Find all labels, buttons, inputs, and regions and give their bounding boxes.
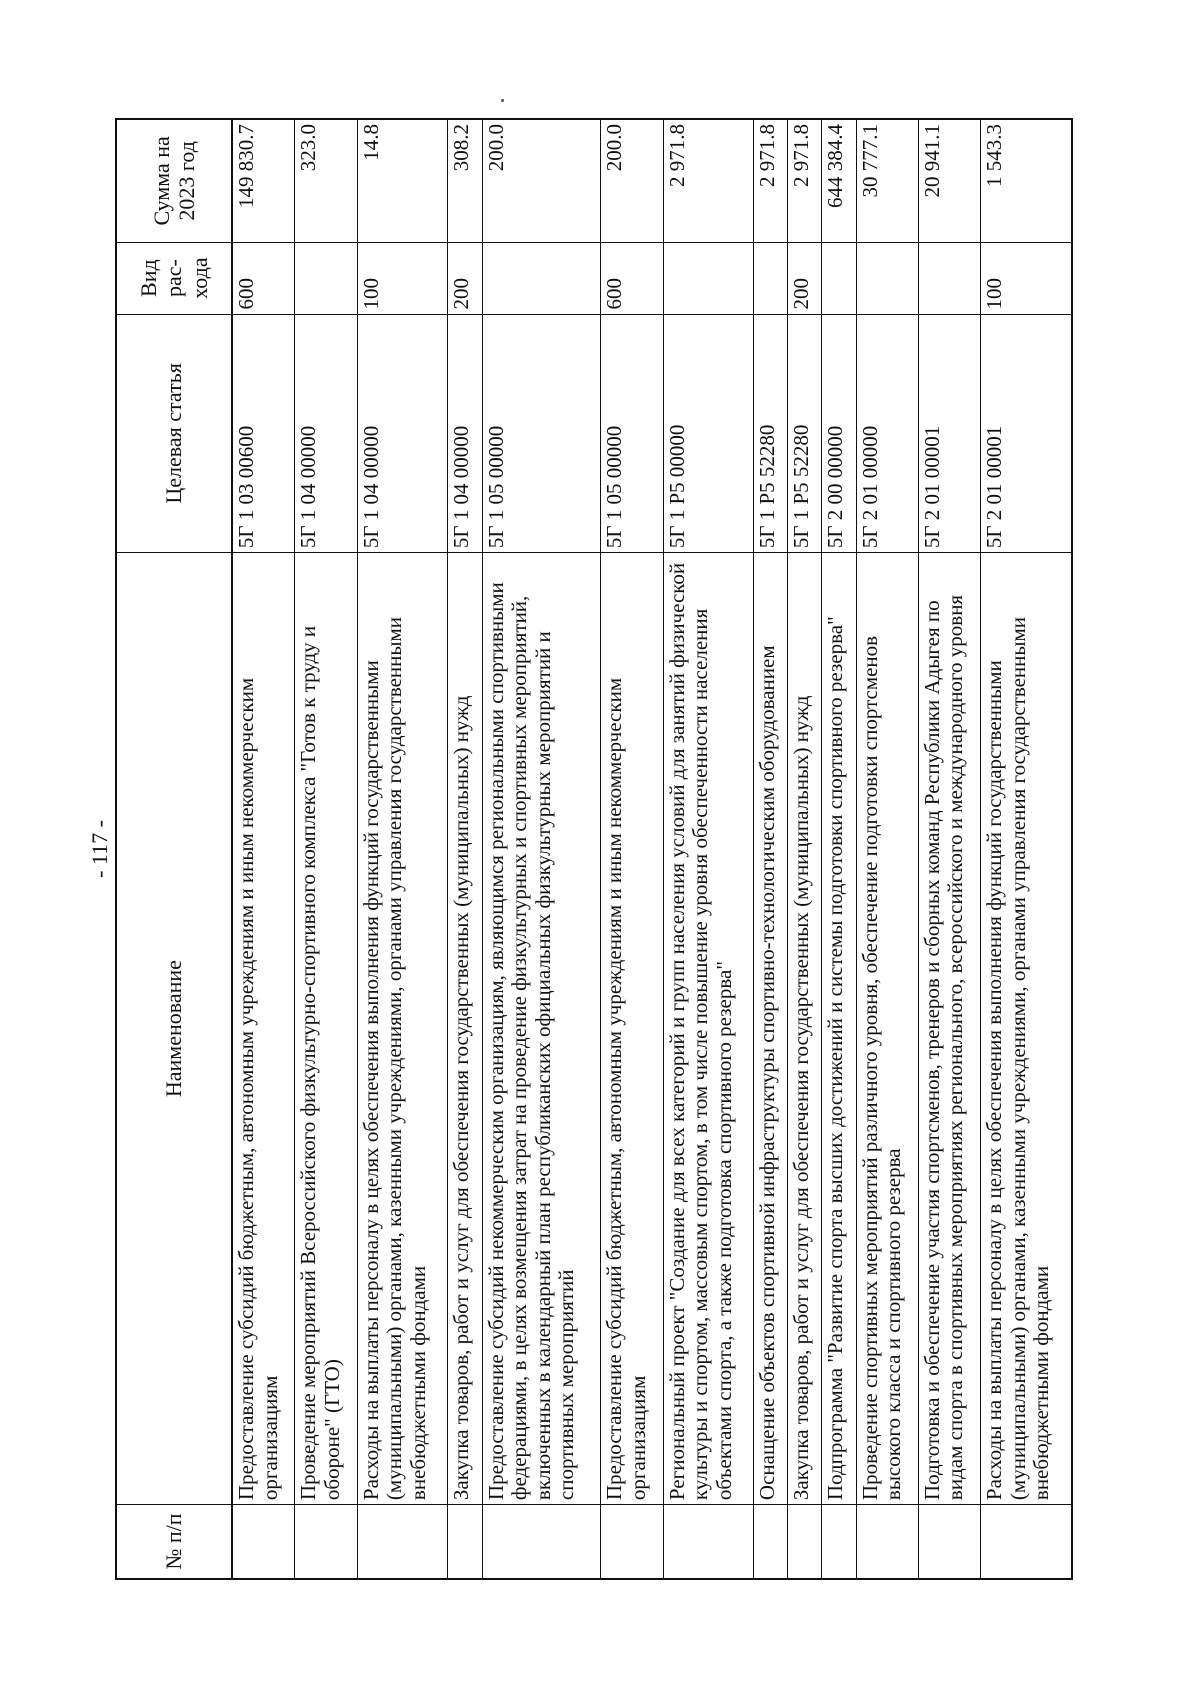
row-sum-cell: 2 971.8 — [663, 119, 754, 242]
header-kind: Вид рас-хода — [116, 242, 232, 314]
scan-artifact-dot — [501, 99, 504, 102]
row-code-cell: 5Г 2 01 00001 — [918, 314, 980, 553]
row-sum-cell: 2 971.8 — [754, 119, 788, 242]
row-num-cell — [663, 1505, 754, 1579]
row-name-cell: Подпрограмма "Развитие спорта высших достижений и системы подготовки спортивного резерва" — [822, 553, 856, 1505]
row-name-cell: Оснащение объектов спортивной инфраструктуры спортивно-технологическим оборудованием — [754, 553, 788, 1505]
row-kind-cell: 100 — [357, 242, 448, 314]
row-sum-cell: 200.0 — [482, 119, 601, 242]
row-kind-cell: 100 — [981, 242, 1072, 314]
table-row — [754, 119, 788, 1579]
row-num-cell — [448, 1505, 482, 1579]
header-num: № п/п — [116, 1505, 232, 1579]
table-row — [601, 119, 663, 1579]
row-kind-cell — [663, 242, 754, 314]
header-code: Целевая статья — [116, 314, 232, 553]
table-rotated-frame — [115, 118, 1073, 1580]
row-code-cell: 5Г 2 00 00000 — [822, 314, 856, 553]
row-num-cell — [601, 1505, 663, 1579]
budget-table — [115, 118, 1073, 1580]
row-kind-cell — [482, 242, 601, 314]
row-code-cell: 5Г 1 05 00000 — [601, 314, 663, 553]
row-num-cell — [295, 1505, 357, 1579]
table-row — [788, 119, 822, 1579]
row-name-cell: Закупка товаров, работ и услуг для обеспечения государственных (муниципальных) нужд — [788, 553, 822, 1505]
row-sum-cell: 1 543.3 — [981, 119, 1072, 242]
row-kind-cell — [856, 242, 918, 314]
row-name-cell: Предоставление субсидий некоммерческим организациям, являющимся региональными спортивными федерациями, в целях возмещения затрат на проведение физкультурных и спортивных мероприятий, включенных в календарный план республиканских официальных физкультурных мероприятий и спортивных мероприятий — [482, 553, 601, 1505]
row-code-cell: 5Г 1 Р5 00000 — [663, 314, 754, 553]
table-row — [295, 119, 357, 1579]
row-num-cell — [357, 1505, 448, 1579]
row-num-cell — [918, 1505, 980, 1579]
row-name-cell: Закупка товаров, работ и услуг для обеспечения государственных (муниципальных) нужд — [448, 553, 482, 1505]
row-num-cell — [788, 1505, 822, 1579]
row-sum-cell: 20 941.1 — [918, 119, 980, 242]
table-row — [448, 119, 482, 1579]
table-row — [663, 119, 754, 1579]
row-kind-cell — [822, 242, 856, 314]
row-code-cell: 5Г 2 01 00000 — [856, 314, 918, 553]
row-sum-cell: 14.8 — [357, 119, 448, 242]
row-num-cell — [754, 1505, 788, 1579]
table-row — [856, 119, 918, 1579]
row-sum-cell: 644 384.4 — [822, 119, 856, 242]
row-name-cell: Проведение мероприятий Всероссийского физкультурно-спортивного комплекса "Готов к труду и обороне" (ГТО) — [295, 553, 357, 1505]
table-row — [482, 119, 601, 1579]
row-num-cell — [856, 1505, 918, 1579]
row-num-cell — [822, 1505, 856, 1579]
row-code-cell: 5Г 1 04 00000 — [295, 314, 357, 553]
table-header-row — [116, 119, 232, 1579]
header-sum: Сумма на 2023 год — [116, 119, 232, 242]
row-num-cell — [482, 1505, 601, 1579]
page-number: - 117 - — [87, 820, 112, 878]
row-sum-cell: 308.2 — [448, 119, 482, 242]
row-code-cell: 5Г 1 Р5 52280 — [788, 314, 822, 553]
row-name-cell: Региональный проект "Создание для всех категорий и групп населения условий для занятий физической культуры и спортом, массовым спортом, в том числе повышение уровня обеспеченности населения объектами спорта, а также подготовка спортивного резерва" — [663, 553, 754, 1505]
row-kind-cell — [754, 242, 788, 314]
row-num-cell — [981, 1505, 1072, 1579]
row-code-cell: 5Г 1 03 00600 — [232, 314, 295, 553]
table-row — [232, 119, 295, 1579]
row-num-cell — [232, 1505, 295, 1579]
row-kind-cell — [918, 242, 980, 314]
row-name-cell: Предоставление субсидий бюджетным, автономным учреждениям и иным некоммерческим организациям — [232, 553, 295, 1505]
row-name-cell: Предоставление субсидий бюджетным, автономным учреждениям и иным некоммерческим организациям — [601, 553, 663, 1505]
row-kind-cell: 600 — [601, 242, 663, 314]
table-row — [918, 119, 980, 1579]
row-kind-cell: 200 — [448, 242, 482, 314]
row-sum-cell: 2 971.8 — [788, 119, 822, 242]
row-code-cell: 5Г 1 04 00000 — [357, 314, 448, 553]
row-kind-cell: 200 — [788, 242, 822, 314]
table-row — [981, 119, 1072, 1579]
row-code-cell: 5Г 1 04 00000 — [448, 314, 482, 553]
table-row — [822, 119, 856, 1579]
row-kind-cell — [295, 242, 357, 314]
row-name-cell: Проведение спортивных мероприятий различного уровня, обеспечение подготовки спортсменов высокого класса и спортивного резерва — [856, 553, 918, 1505]
table-body — [232, 119, 1072, 1579]
row-code-cell: 5Г 2 01 00001 — [981, 314, 1072, 553]
row-sum-cell: 30 777.1 — [856, 119, 918, 242]
table-landscape-layer — [115, 118, 1073, 1580]
row-kind-cell: 600 — [232, 242, 295, 314]
row-code-cell: 5Г 1 05 00000 — [482, 314, 601, 553]
row-name-cell: Расходы на выплаты персоналу в целях обеспечения выполнения функций государственными (муниципальными) органами, казенными учреждениями, органами управления государственными внебюджетными фондами — [357, 553, 448, 1505]
row-sum-cell: 323.0 — [295, 119, 357, 242]
row-name-cell: Подготовка и обеспечение участия спортсменов, тренеров и сборных команд Республики Адыгея по видам спорта в спортивных мероприятиях регионального, всероссийского и международного уровня — [918, 553, 980, 1505]
row-name-cell: Расходы на выплаты персоналу в целях обеспечения выполнения функций государственными (муниципальными) органами, казенными учреждениями, органами управления государственными внебюджетными фондами — [981, 553, 1072, 1505]
row-sum-cell: 200.0 — [601, 119, 663, 242]
table-row — [357, 119, 448, 1579]
row-sum-cell: 149 830.7 — [232, 119, 295, 242]
header-name: Наименование — [116, 553, 232, 1505]
row-code-cell: 5Г 1 Р5 52280 — [754, 314, 788, 553]
